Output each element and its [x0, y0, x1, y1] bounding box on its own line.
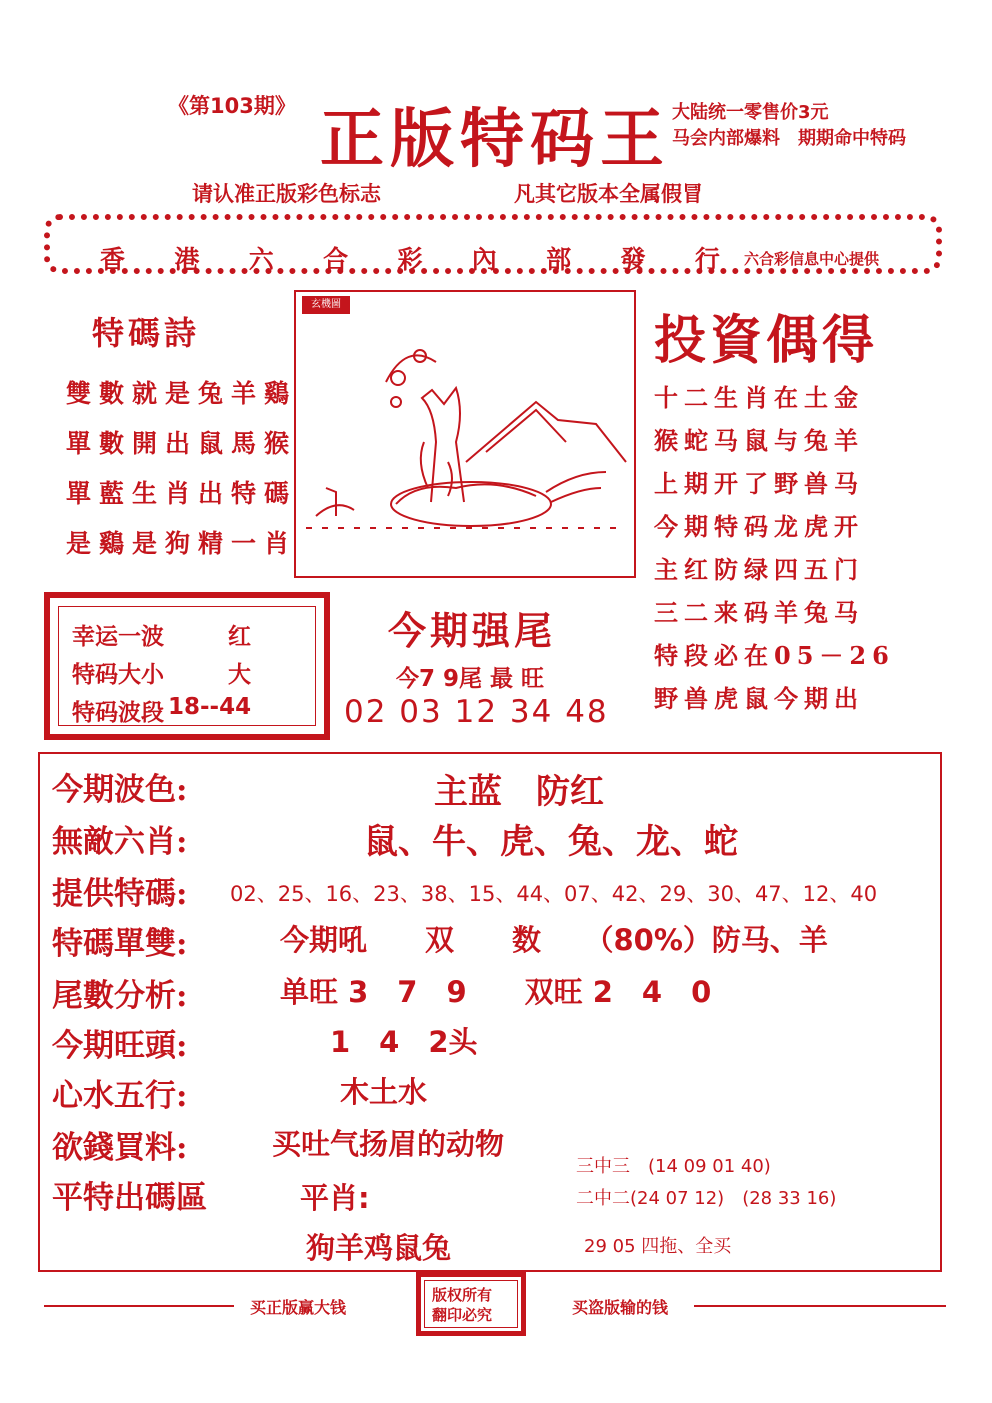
invest-line: 十二生肖在土金 [654, 383, 864, 412]
luck-value: 红 [228, 624, 251, 650]
five-elements-label: 心水五行: [52, 1078, 188, 1114]
riddle-picture [294, 290, 636, 578]
invest-line: 今期特码龙虎开 [654, 512, 864, 541]
invest-line: 野兽虎鼠今期出 [654, 684, 864, 713]
copyright-line: 翻印必究 [432, 1306, 493, 1324]
footer-rule-right [694, 1305, 946, 1307]
riddle-value: 买吐气扬眉的动物 [272, 1127, 505, 1161]
six-zodiac-value: 鼠、牛、虎、兔、龙、蛇 [364, 822, 738, 862]
banner-char: 內 [471, 245, 497, 274]
luck-label: 特码大小 [72, 662, 164, 688]
banner-title [100, 240, 720, 276]
invest-title: 投資偶得 [654, 310, 879, 371]
poem-title: 特碼詩 [92, 314, 201, 352]
picture-seal: 玄機圖 [302, 296, 350, 314]
poem-line: 是鷄是狗精一肖 [66, 529, 298, 558]
odd-even-value: 今期吼 双 数 （80%）防马、羊 [280, 923, 828, 957]
price-note: 大陆统一零售价3元 [672, 102, 829, 123]
luck-value: 18--44 [168, 694, 252, 720]
page-title: 正版特码王 [320, 102, 670, 177]
banner-char: 港 [174, 245, 200, 274]
poem-line: 雙數就是兔羊鷄 [66, 379, 298, 408]
invest-line: 上期开了野兽马 [654, 469, 864, 498]
invest-line: 主红防绿四五门 [654, 555, 864, 584]
banner-char: 發 [620, 245, 646, 274]
strong-tail-subtitle: 今7 9尾 最 旺 [396, 666, 545, 692]
luck-value: 大 [228, 662, 251, 688]
banner-char: 部 [546, 245, 572, 274]
strong-tail-numbers: 02 03 12 34 48 [344, 694, 609, 730]
banner-subtitle: 六合彩信息中心提供 [744, 250, 880, 268]
combo-two: 二中二(24 07 12) (28 33 16) [576, 1188, 837, 1209]
tagline-note: 马会内部爆料 期期命中特码 [672, 128, 906, 149]
head-label: 今期旺頭: [52, 1028, 188, 1064]
banner-char: 六 [248, 245, 274, 274]
authenticity-right: 凡其它版本全属假冒 [514, 182, 703, 206]
six-zodiac-label: 無敵六肖: [52, 824, 188, 860]
footer-left-text: 买正版赢大钱 [250, 1298, 347, 1317]
footer-rule-left [44, 1305, 234, 1307]
special-numbers-value: 02、25、16、23、38、15、44、07、42、29、30、47、12、40 [230, 882, 878, 906]
wave-color-value: 主蓝 防红 [434, 772, 604, 812]
banner-char: 彩 [397, 245, 423, 274]
poem-line: 單數開出鼠馬猴 [66, 429, 298, 458]
head-value: 1 4 2头 [330, 1025, 478, 1059]
flat-sub-label: 平肖: [300, 1181, 370, 1215]
flat-label: 平特出碼區 [52, 1180, 207, 1216]
authenticity-left: 请认准正版彩色标志 [192, 182, 381, 206]
copyright-line: 版权所有 [432, 1286, 493, 1304]
combo-drag: 29 05 四拖、全买 [584, 1236, 732, 1257]
luck-label: 幸运一波 [72, 624, 164, 650]
wave-color-label: 今期波色: [52, 772, 188, 808]
poem-line: 單藍生肖出特碼 [66, 479, 298, 508]
luck-label: 特码波段 [72, 700, 164, 726]
flat-zodiacs: 狗羊鸡鼠兔 [306, 1231, 452, 1265]
banner-char: 行 [694, 245, 720, 274]
odd-even-label: 特碼單雙: [52, 926, 188, 962]
tail-analysis-value: 单旺 3 7 9 双旺 2 4 0 [280, 975, 712, 1009]
strong-tail-title: 今期强尾 [388, 608, 557, 653]
issue-number: 《第103期》 [168, 94, 296, 118]
tail-analysis-label: 尾數分析: [52, 978, 188, 1014]
footer-right-text: 买盗版输的钱 [572, 1298, 669, 1317]
landscape-illustration [296, 292, 634, 576]
invest-line: 特段必在05－26 [654, 641, 895, 670]
banner-char: 香 [100, 245, 126, 274]
banner-char: 合 [323, 245, 349, 274]
invest-line: 三二来码羊兔马 [654, 598, 864, 627]
special-numbers-label: 提供特碼: [52, 876, 188, 912]
combo-three: 三中三 (14 09 01 40) [576, 1156, 771, 1177]
invest-line: 猴蛇马鼠与兔羊 [654, 426, 864, 455]
five-elements-value: 木土水 [340, 1075, 428, 1109]
riddle-label: 欲錢買料: [52, 1130, 188, 1166]
